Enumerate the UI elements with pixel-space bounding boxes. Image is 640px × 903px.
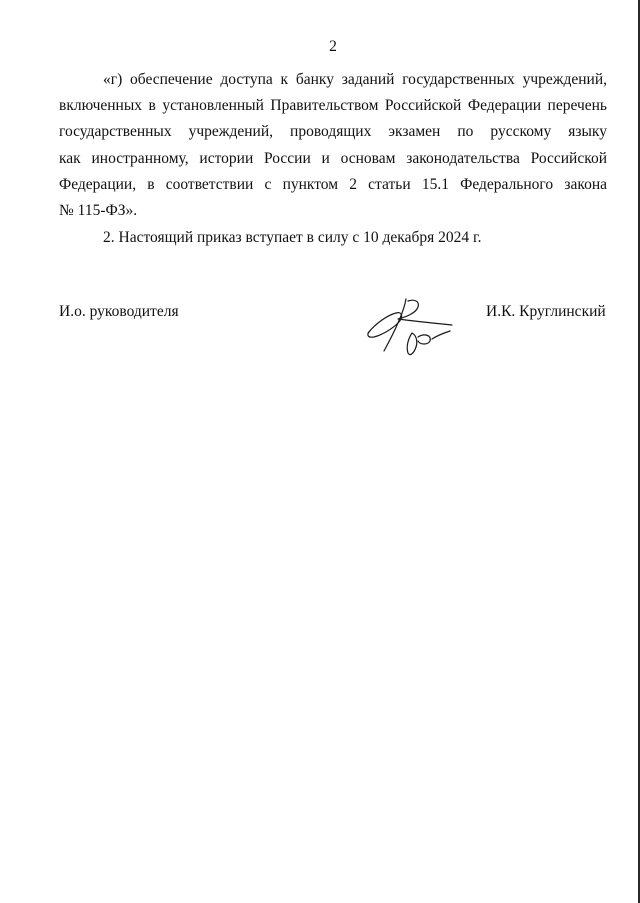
paragraph-line: включенных в установленный Правительством Российской Федерации перечень bbox=[59, 97, 607, 115]
signer-name: И.К. Круглинский bbox=[486, 303, 606, 320]
signer-title: И.о. руководителя bbox=[59, 303, 179, 320]
paragraph-effective-date: 2. Настоящий приказ вступает в силу с 10 декабря 2024 г. bbox=[103, 229, 482, 246]
paragraph-line: «г) обеспечение доступа к банку заданий государственных учреждений, bbox=[103, 71, 607, 88]
paragraph-subitem-g bbox=[59, 67, 607, 224]
paragraph-line: № 115-ФЗ». bbox=[59, 202, 138, 220]
paragraph-line: государственных учреждений, проводящих экзамен по русскому языку bbox=[59, 123, 607, 141]
handwritten-signature bbox=[362, 293, 462, 359]
page-number: 2 bbox=[329, 38, 337, 55]
paragraph-line: Федерации, в соответствии с пунктом 2 статьи 15.1 Федерального закона bbox=[59, 175, 607, 193]
paragraph-line: как иностранному, истории России и основам законодательства Российской bbox=[59, 149, 607, 167]
